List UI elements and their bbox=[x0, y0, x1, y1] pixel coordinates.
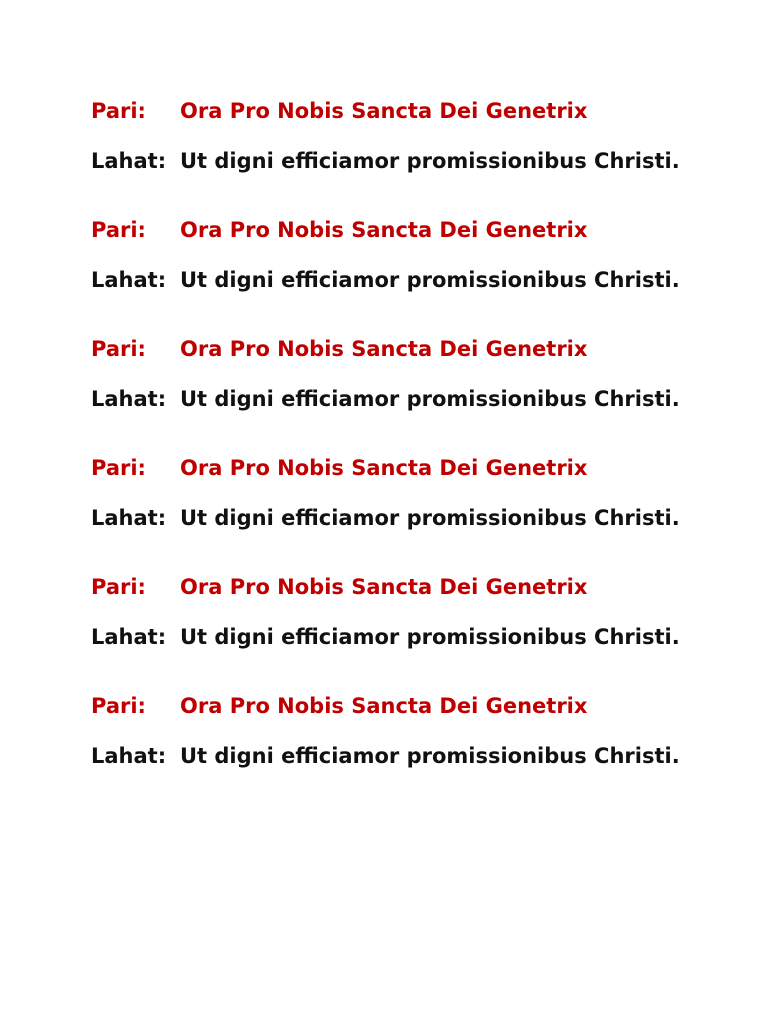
call-speaker: Pari: bbox=[91, 456, 146, 480]
call-text: Ora Pro Nobis Sancta Dei Genetrix bbox=[180, 575, 588, 599]
call-line bbox=[91, 691, 731, 721]
call-text: Ora Pro Nobis Sancta Dei Genetrix bbox=[180, 99, 588, 123]
litany-pair bbox=[91, 691, 731, 810]
call-speaker: Pari: bbox=[91, 694, 146, 718]
response-speaker: Lahat: bbox=[91, 149, 167, 173]
call-line bbox=[91, 215, 731, 245]
call-speaker: Pari: bbox=[91, 218, 146, 242]
response-text: Ut digni efficiamor promissionibus Christi. bbox=[180, 506, 680, 530]
response-line bbox=[91, 265, 731, 295]
response-text: Ut digni efficiamor promissionibus Christi. bbox=[180, 625, 680, 649]
litany-pair bbox=[91, 453, 731, 572]
response-speaker: Lahat: bbox=[91, 387, 167, 411]
call-line bbox=[91, 453, 731, 483]
litany-pair bbox=[91, 572, 731, 691]
call-speaker: Pari: bbox=[91, 99, 146, 123]
response-line bbox=[91, 622, 731, 652]
call-text: Ora Pro Nobis Sancta Dei Genetrix bbox=[180, 218, 588, 242]
response-line bbox=[91, 741, 731, 771]
litany-list bbox=[91, 96, 731, 810]
litany-pair bbox=[91, 96, 731, 215]
response-text: Ut digni efficiamor promissionibus Christi. bbox=[180, 387, 680, 411]
litany-pair bbox=[91, 334, 731, 453]
response-line bbox=[91, 503, 731, 533]
response-speaker: Lahat: bbox=[91, 744, 167, 768]
litany-pair bbox=[91, 215, 731, 334]
call-line bbox=[91, 334, 731, 364]
response-text: Ut digni efficiamor promissionibus Christi. bbox=[180, 744, 680, 768]
response-text: Ut digni efficiamor promissionibus Christi. bbox=[180, 268, 680, 292]
call-line bbox=[91, 96, 731, 126]
response-line bbox=[91, 146, 731, 176]
call-line bbox=[91, 572, 731, 602]
call-speaker: Pari: bbox=[91, 575, 146, 599]
response-speaker: Lahat: bbox=[91, 506, 167, 530]
call-text: Ora Pro Nobis Sancta Dei Genetrix bbox=[180, 337, 588, 361]
response-text: Ut digni efficiamor promissionibus Christi. bbox=[180, 149, 680, 173]
call-text: Ora Pro Nobis Sancta Dei Genetrix bbox=[180, 456, 588, 480]
call-text: Ora Pro Nobis Sancta Dei Genetrix bbox=[180, 694, 588, 718]
response-speaker: Lahat: bbox=[91, 268, 167, 292]
response-speaker: Lahat: bbox=[91, 625, 167, 649]
call-speaker: Pari: bbox=[91, 337, 146, 361]
response-line bbox=[91, 384, 731, 414]
